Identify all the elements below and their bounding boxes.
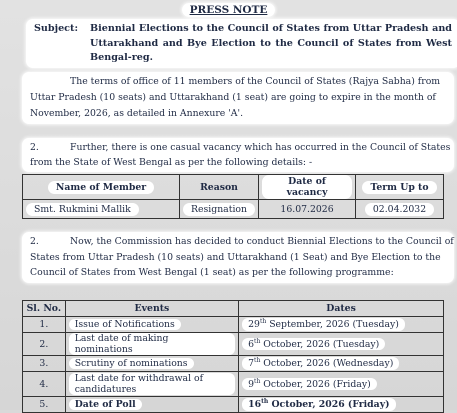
programme-date: 6th October, 2026 (Tuesday) xyxy=(239,333,444,356)
subject-text: Biennial Elections to the Council of States from Uttar Pradesh and Uttarakhand and Bye Election to the Council of States from West Bengal-reg. xyxy=(90,23,452,63)
vacancy-table xyxy=(22,174,444,219)
programme-sl: 5. xyxy=(23,397,66,413)
table-row xyxy=(23,397,444,413)
programme-event: Last date of making nominations xyxy=(65,333,238,356)
paragraph-2 xyxy=(22,138,454,172)
table-row xyxy=(23,333,444,356)
programme-table-header xyxy=(23,301,444,317)
vacancy-reason: Resignation xyxy=(180,200,259,219)
programme-header-sl: Sl. No. xyxy=(23,301,66,317)
paragraph-3-number: 2. xyxy=(30,236,39,247)
table-row xyxy=(23,372,444,397)
programme-event: Scrutiny of nominations xyxy=(65,356,238,372)
programme-event: Date of Poll xyxy=(65,397,238,413)
paragraph-2-line-2: from the State of West Bengal as per the following details: - xyxy=(30,157,313,168)
paragraph-1-line-2: Uttar Pradesh (10 seats) and Uttarakhand (1 seat) are going to expire in the month of xyxy=(30,92,436,103)
paragraph-3-line-3: Council of States from West Bengal (1 seat) as per the following programme: xyxy=(30,267,394,278)
vacancy-table-header xyxy=(23,175,444,200)
paragraph-3-line-1: Now, the Commission has decided to conduct Biennial Elections to the Council of xyxy=(70,236,454,247)
programme-sl: 2. xyxy=(23,333,66,356)
table-row xyxy=(23,356,444,372)
subject-label: Subject: xyxy=(34,23,79,34)
subject-block xyxy=(26,19,457,68)
paragraph-3-line-2: States from Uttar Pradesh (10 seats) and Uttarakhand (1 Seat) and Bye Election to the xyxy=(30,251,441,263)
paragraph-1 xyxy=(22,72,454,124)
paragraph-1-line-1: The terms of office of 11 members of the Council of States (Rajya Sabha) from xyxy=(70,76,441,87)
page-title xyxy=(0,4,457,16)
vacancy-term: 02.04.2032 xyxy=(356,200,444,219)
vacancy-date: 16.07.2026 xyxy=(259,200,356,219)
paragraph-2-number: 2. xyxy=(30,142,39,153)
programme-sl: 4. xyxy=(23,372,66,397)
paragraph-1-line-3: November, 2026, as detailed in Annexure 'A'. xyxy=(30,108,244,119)
paragraph-2-line-1: Further, there is one casual vacancy which has occurred in the Council of States xyxy=(70,142,451,153)
programme-date: 29th September, 2026 (Tuesday) xyxy=(239,317,444,333)
programme-header-dates: Dates xyxy=(239,301,444,317)
vacancy-header-reason: Reason xyxy=(180,175,259,200)
programme-header-events: Events xyxy=(65,301,238,317)
programme-date: 16th October, 2026 (Friday) xyxy=(239,397,444,413)
vacancy-table-row xyxy=(23,200,444,219)
vacancy-header-date: Date of vacancy xyxy=(259,175,356,200)
programme-event: Issue of Notifications xyxy=(65,317,238,333)
programme-event: Last date for withdrawal of candidatures xyxy=(65,372,238,397)
vacancy-member-name: Smt. Rukmini Mallik xyxy=(23,200,180,219)
press-note-title: PRESS NOTE xyxy=(182,3,276,17)
vacancy-header-name: Name of Member xyxy=(23,175,180,200)
programme-date: 7th October, 2026 (Wednesday) xyxy=(239,356,444,372)
programme-sl: 1. xyxy=(23,317,66,333)
vacancy-header-term: Term Up to xyxy=(356,175,444,200)
paragraph-3 xyxy=(22,232,454,283)
table-row xyxy=(23,317,444,333)
programme-sl: 3. xyxy=(23,356,66,372)
programme-date: 9th October, 2026 (Friday) xyxy=(239,372,444,397)
programme-table xyxy=(22,300,444,413)
